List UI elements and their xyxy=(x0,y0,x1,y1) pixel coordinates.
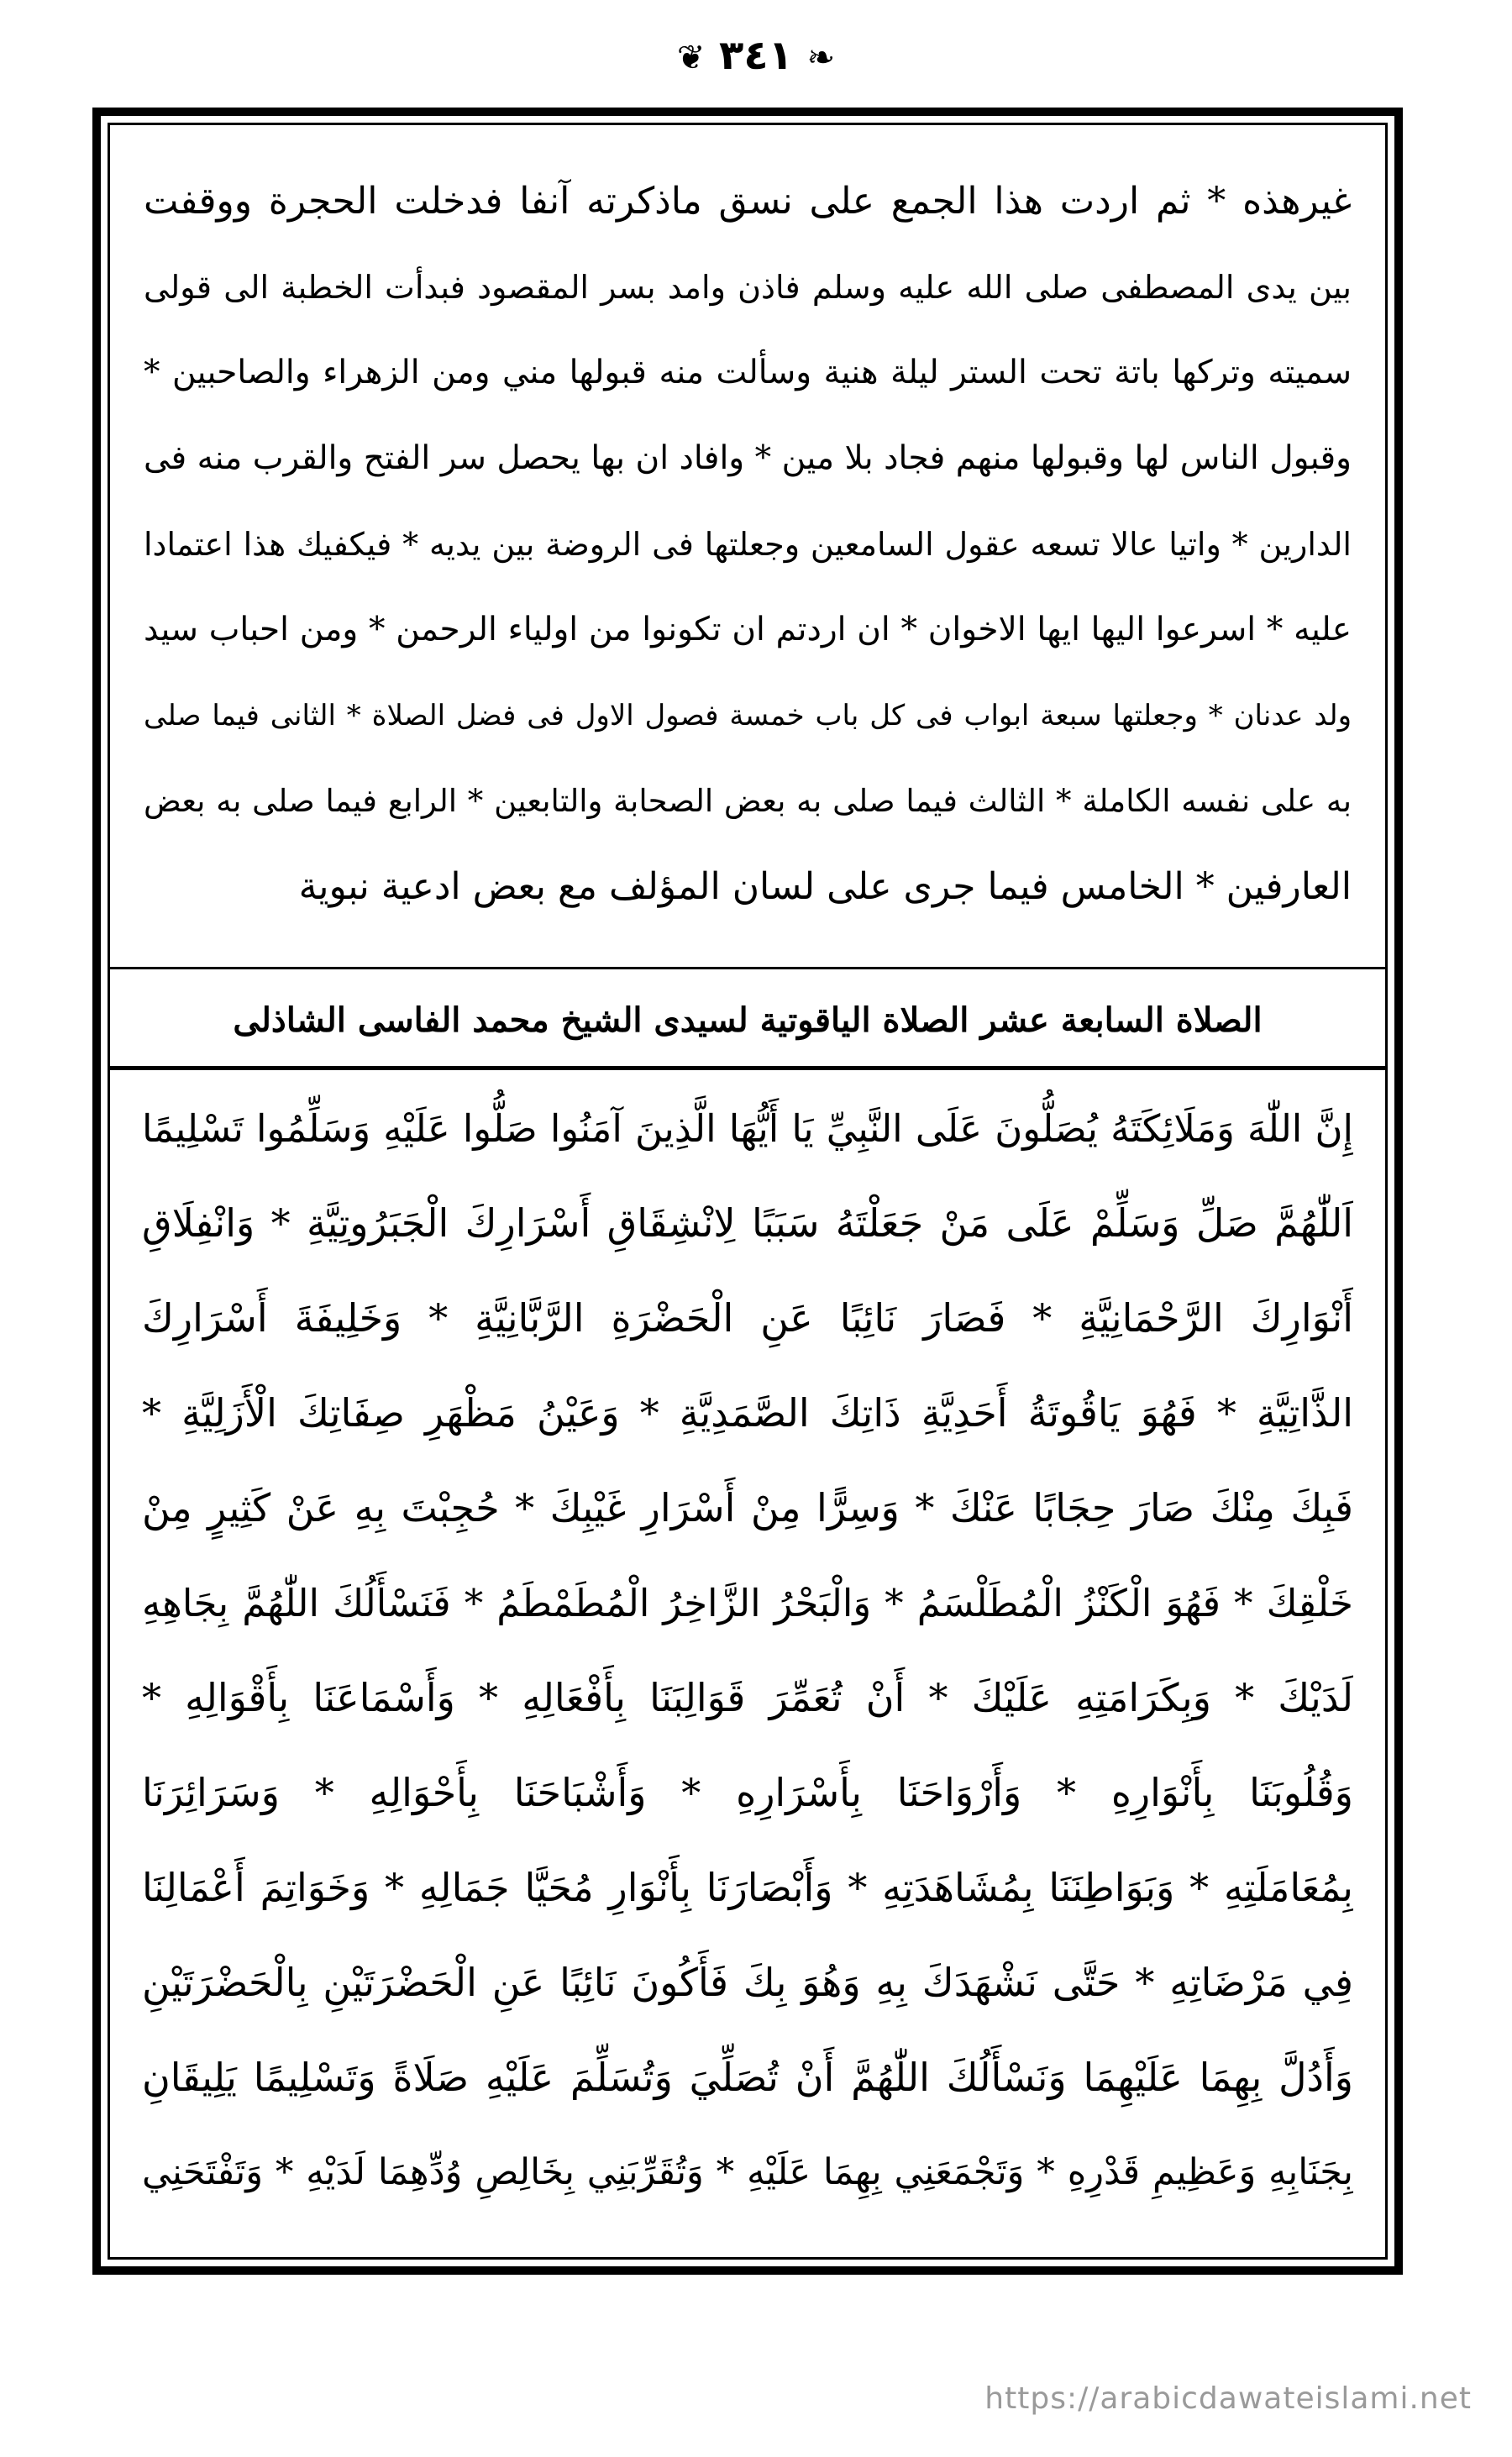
page-number-text: ٣٤١ xyxy=(719,32,793,79)
prayer-text xyxy=(142,1081,1353,2220)
prayer-line: الذَّاتِيَّةِ * فَهُوَ يَاقُوتَةُ أَحَدِيَّةِ ذَاتِكَ الصَّمَدِيَّةِ * وَعَيْنُ مَظْهَرِ صِفَاتِكَ الْأَزَلِيَّةِ * xyxy=(142,1390,1353,1436)
prayer-line: وَقُلُوبَنَا بِأَنْوَارِهِ * وَأَرْوَاحَنَا بِأَسْرَارِهِ * وَأَشْبَاحَنَا بِأَحْوَالِهِ * وَسَرَائِرَنَا xyxy=(142,1770,1353,1815)
intro-line: وقبول الناس لها وقبولها منهم فجاد بلا مين * وافاد ان بها يحصل سر الفتح والقرب منه فى xyxy=(144,439,1352,477)
intro-line: غيرهذه * ثم اردت هذا الجمع على نسق ماذكرته آنفا فدخلت الحجرة ووقفت xyxy=(144,180,1352,223)
divider-top xyxy=(110,967,1385,969)
ornament-icon: ❦ xyxy=(676,39,706,77)
prayer-line: فَبِكَ مِنْكَ صَارَ حِجَابًا عَنْكَ * وَسِرًّا مِنْ أَسْرَارِ غَيْبِكَ * حُجِبْتَ بِهِ عَنْ كَثِيرٍ مِنْ xyxy=(142,1485,1353,1530)
prayer-line: اَللّٰهُمَّ صَلِّ وَسَلِّمْ عَلَى مَنْ جَعَلْتَهُ سَبَبًا لِانْشِقَاقِ أَسْرَارِكَ الْجَبَرُوتِيَّةِ * وَانْفِلَاقِ xyxy=(142,1200,1353,1246)
intro-paragraph xyxy=(144,159,1352,930)
prayer-line: خَلْقِكَ * فَهُوَ الْكَنْزُ الْمُطَلْسَمُ * وَالْبَحْرُ الزَّاخِرُ الْمُطَمْطَمُ * فَنَسْأَلُكَ اللّٰهُمَّ بِجَاهِهِ xyxy=(142,1581,1353,1625)
prayer-line: أَنْوَارِكَ الرَّحْمَانِيَّةِ * فَصَارَ نَائِبًا عَنِ الْحَضْرَةِ الرَّبَّانِيَّةِ * وَخَلِيفَةَ أَسْرَارِكَ xyxy=(142,1295,1353,1341)
intro-line: به على نفسه الكاملة * الثالث فيما صلى به بعض الصحابة والتابعين * الرابع فيما صلى به بعض xyxy=(144,783,1352,819)
prayer-line: فِي مَرْضَاتِهِ * حَتَّى نَشْهَدَكَ بِهِ وَهُوَ بِكَ فَأَكُونَ نَائِبًا عَنِ الْحَضْرَتَيْنِ بِالْحَضْرَتَيْنِ xyxy=(142,1960,1353,2005)
intro-line: العارفين * الخامس فيما جرى على لسان المؤلف مع بعض ادعية نبوية xyxy=(298,865,1352,908)
intro-line: عليه * اسرعوا اليها ايها الاخوان * ان اردتم ان تكونوا من اولياء الرحمن * ومن احباب سيد xyxy=(144,611,1352,648)
intro-line: الدارين * واتيا عالا تسعه عقول السامعين وجعلتها فى الروضة بين يديه * فيكفيك هذا اعتمادا xyxy=(144,526,1352,563)
divider-bottom xyxy=(110,1066,1385,1070)
intro-line: سميته وتركها باتة تحت الستر ليلة هنية وسألت منه قبولها مني ومن الزهراء والصاحبين * xyxy=(144,354,1352,391)
prayer-line: بِجَنَابِهِ وَعَظِيمِ قَدْرِهِ * وَتَجْمَعَنِي بِهِمَا عَلَيْهِ * وَتُقَرِّبَنِي بِخَالِصِ وُدِّهِمَا لَدَيْهِ * وَتَفْتَحَنِي xyxy=(142,2151,1353,2193)
intro-line: ولد عدنان * وجعلتها سبعة ابواب فى كل باب خمسة فصول الاول فى فضل الصلاة * الثانى فيما صلى xyxy=(144,699,1352,732)
prayer-line: بِمُعَامَلَتِهِ * وَبَوَاطِنَنَا بِمُشَاهَدَتِهِ * وَأَبْصَارَنَا بِأَنْوَارِ مُحَيَّا جَمَالِهِ * وَخَوَاتِمَ أَعْمَالِنَا xyxy=(142,1865,1353,1910)
watermark-url: https://arabicdawateislami.net xyxy=(984,2381,1472,2416)
section-heading: الصلاة السابعة عشر الصلاة الياقوتية لسيدى الشيخ محمد الفاسى الشاذلى xyxy=(233,1000,1263,1040)
page-number xyxy=(0,32,1512,79)
page-frame-inner-border xyxy=(108,123,1388,2260)
prayer-line: إِنَّ اللّٰهَ وَمَلَائِكَتَهُ يُصَلُّونَ عَلَى النَّبِيِّ يَا أَيُّهَا الَّذِينَ آمَنُوا صَلُّوا عَلَيْهِ وَسَلِّمُوا تَسْلِيمًا xyxy=(142,1106,1353,1151)
prayer-line: وَأَدُلَّ بِهِمَا عَلَيْهِمَا وَنَسْأَلُكَ اللّٰهُمَّ أَنْ تُصَلِّيَ وَتُسَلِّمَ عَلَيْهِ صَلَاةً وَتَسْلِيمًا يَلِيقَانِ xyxy=(142,2055,1353,2100)
prayer-line: لَدَيْكَ * وَبِكَرَامَتِهِ عَلَيْكَ * أَنْ تُعَمِّرَ قَوَالِبَنَا بِأَفْعَالِهِ * وَأَسْمَاعَنَا بِأَقْوَالِهِ * xyxy=(142,1675,1353,1720)
intro-line: بين يدى المصطفى صلى الله عليه وسلم فاذن وامد بسر المقصود فبدأت الخطبة الى قولى xyxy=(144,269,1352,306)
page-frame xyxy=(92,108,1403,2275)
ornament-icon: ❧ xyxy=(806,39,836,77)
